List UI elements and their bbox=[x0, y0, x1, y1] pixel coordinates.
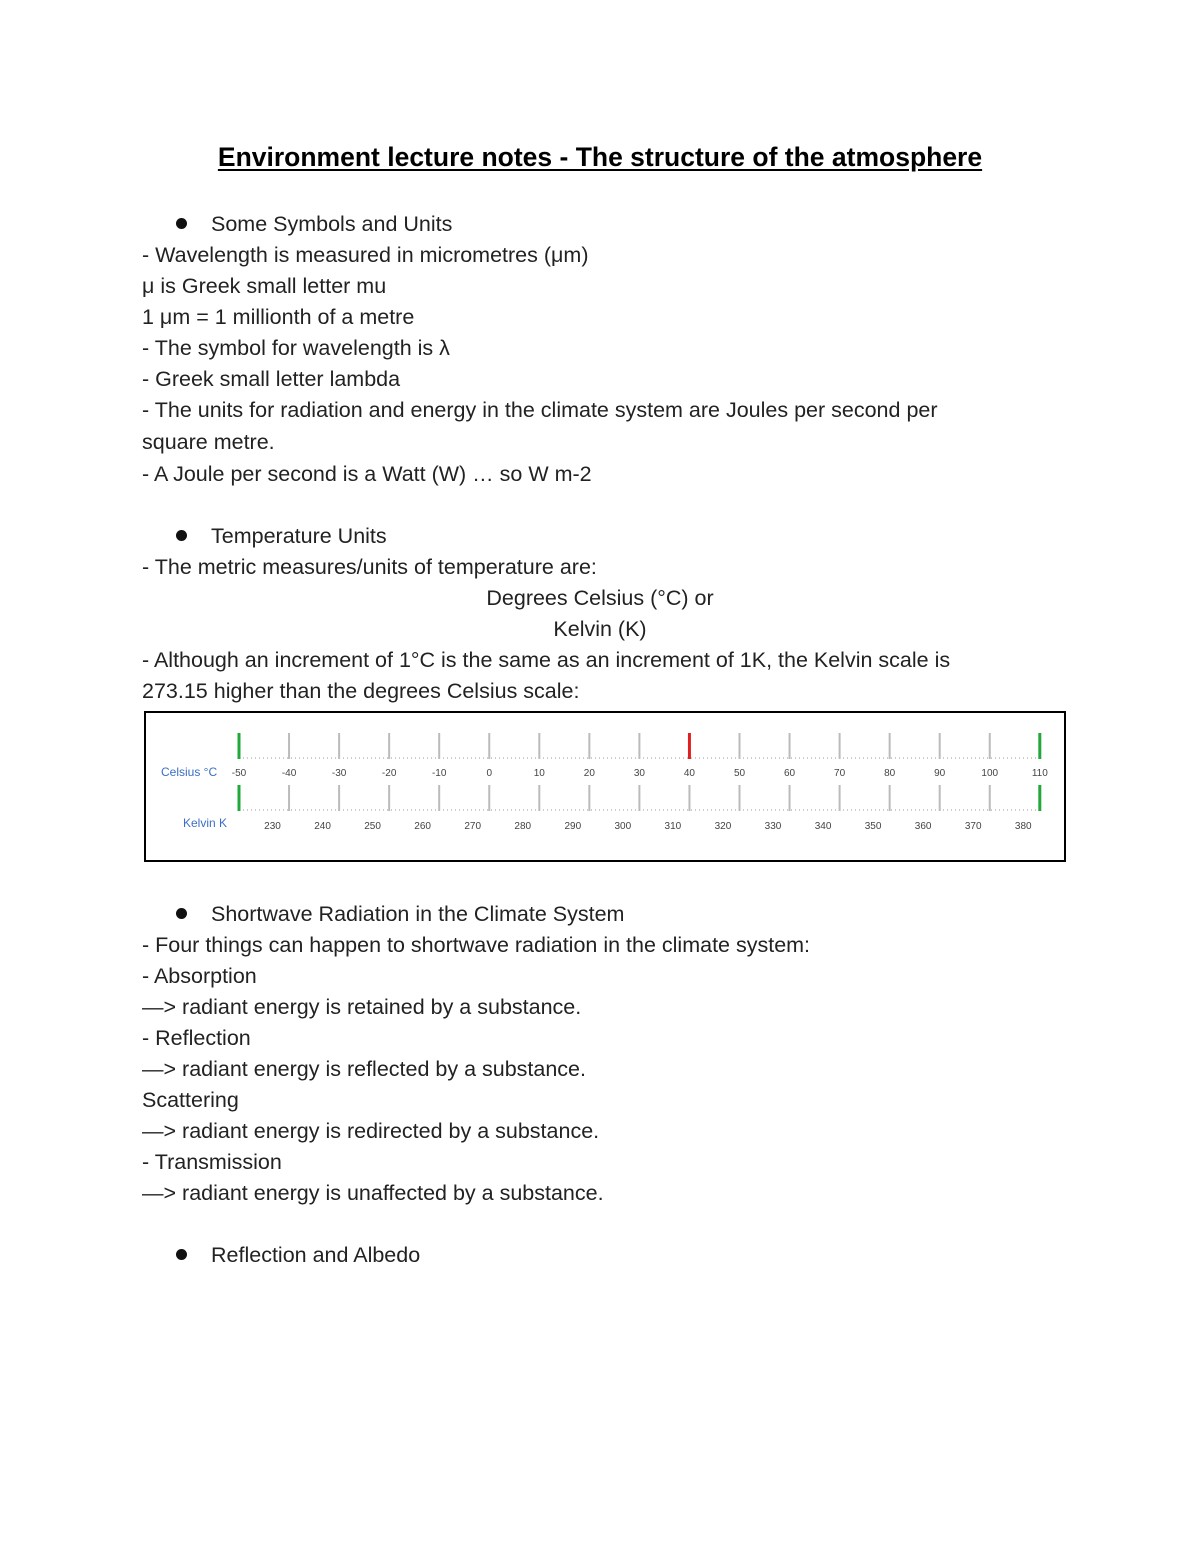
kelvin-tick-label: 380 bbox=[1014, 821, 1032, 832]
bullet-icon bbox=[176, 908, 187, 919]
text-line: Scattering bbox=[142, 1088, 239, 1112]
page-title: Environment lecture notes - The structure of the atmosphere bbox=[217, 142, 983, 172]
celsius-row-label: Celsius °C bbox=[161, 765, 218, 779]
text-line: - Wavelength is measured in micrometres (μm) bbox=[142, 243, 589, 267]
celsius-tick-label: 80 bbox=[884, 768, 896, 779]
text-line: —> radiant energy is unaffected by a substance. bbox=[142, 1181, 604, 1205]
celsius-tick-label: 100 bbox=[981, 768, 999, 779]
bullet-reflection-albedo bbox=[176, 1240, 420, 1271]
text-line-centered: Kelvin (K) bbox=[553, 617, 647, 641]
text-line: - The units for radiation and energy in the climate system are Joules per second per bbox=[142, 398, 938, 422]
text-line: —> radiant energy is redirected by a substance. bbox=[142, 1119, 600, 1143]
celsius-tick-label: -30 bbox=[331, 768, 347, 779]
text-line: - Four things can happen to shortwave radiation in the climate system: bbox=[142, 933, 811, 957]
celsius-tick-label: 70 bbox=[834, 768, 846, 779]
kelvin-tick-label: 320 bbox=[714, 821, 732, 832]
celsius-tick-label: 60 bbox=[783, 768, 796, 779]
text-line: μ is Greek small letter mu bbox=[142, 274, 387, 298]
text-line: - The metric measures/units of temperature are: bbox=[142, 555, 597, 579]
celsius-tick-label: 20 bbox=[583, 768, 595, 779]
celsius-tick-label: 30 bbox=[633, 768, 645, 779]
celsius-tick-label: -50 bbox=[231, 768, 247, 779]
text-line: - The symbol for wavelength is λ bbox=[142, 336, 450, 360]
kelvin-tick-label: 270 bbox=[464, 821, 482, 832]
celsius-tick-label: 40 bbox=[683, 768, 696, 779]
text-line: 273.15 higher than the degrees Celsius scale: bbox=[142, 679, 580, 703]
kelvin-tick-label: 280 bbox=[514, 821, 532, 832]
kelvin-tick-label: 290 bbox=[564, 821, 582, 832]
bullet-symbols-units bbox=[176, 209, 452, 240]
kelvin-tick-label: 300 bbox=[614, 821, 632, 832]
scale-svg bbox=[146, 713, 1064, 860]
celsius-kelvin-scale-figure bbox=[144, 711, 1066, 862]
text-line: - Greek small letter lambda bbox=[142, 367, 401, 391]
section-heading: Temperature Units bbox=[211, 524, 387, 548]
text-line: - A Joule per second is a Watt (W) … so W m-2 bbox=[142, 462, 592, 486]
kelvin-tick-label: 330 bbox=[764, 821, 782, 832]
text-line: - Although an increment of 1°C is the same as an increment of 1K, the Kelvin scale is bbox=[142, 648, 951, 672]
kelvin-tick-label: 360 bbox=[914, 821, 932, 832]
text-line: —> radiant energy is retained by a substance. bbox=[142, 995, 582, 1019]
kelvin-row-label: Kelvin K bbox=[183, 816, 228, 830]
text-line: - Transmission bbox=[142, 1150, 282, 1174]
celsius-tick-label: 110 bbox=[1031, 768, 1048, 779]
bullet-icon bbox=[176, 218, 187, 229]
section-heading: Some Symbols and Units bbox=[211, 212, 453, 236]
text-line: —> radiant energy is reflected by a substance. bbox=[142, 1057, 586, 1081]
bullet-icon bbox=[176, 1249, 187, 1260]
celsius-tick-label: 90 bbox=[934, 768, 946, 779]
kelvin-tick-label: 350 bbox=[864, 821, 882, 832]
section-heading: Reflection and Albedo bbox=[211, 1243, 421, 1267]
text-line: square metre. bbox=[142, 430, 275, 454]
celsius-tick-label: -20 bbox=[381, 768, 397, 779]
kelvin-tick-label: 340 bbox=[814, 821, 832, 832]
text-line: - Reflection bbox=[142, 1026, 251, 1050]
kelvin-tick-label: 260 bbox=[414, 821, 431, 832]
kelvin-tick-label: 230 bbox=[264, 821, 281, 832]
kelvin-tick-label: 250 bbox=[364, 821, 381, 832]
celsius-tick-label: 0 bbox=[486, 768, 493, 779]
text-line-centered: Degrees Celsius (°C) or bbox=[486, 586, 714, 610]
text-line: - Absorption bbox=[142, 964, 257, 988]
celsius-tick-label: -10 bbox=[431, 768, 447, 779]
celsius-tick-label: -40 bbox=[281, 768, 297, 779]
celsius-tick-label: 50 bbox=[733, 768, 746, 779]
kelvin-tick-label: 310 bbox=[664, 821, 682, 832]
kelvin-tick-label: 240 bbox=[314, 821, 331, 832]
bullet-temperature-units bbox=[176, 521, 387, 552]
bullet-shortwave-radiation bbox=[176, 899, 624, 930]
bullet-icon bbox=[176, 530, 187, 541]
section-heading: Shortwave Radiation in the Climate System bbox=[211, 902, 625, 926]
text-line: 1 μm = 1 millionth of a metre bbox=[142, 305, 415, 329]
celsius-tick-label: 10 bbox=[533, 768, 545, 779]
kelvin-tick-label: 370 bbox=[964, 821, 982, 832]
